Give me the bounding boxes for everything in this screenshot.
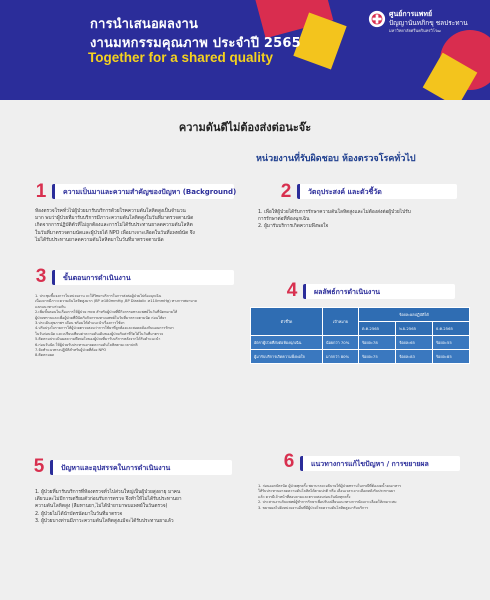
section-2-line: 2. ผู้มารับบริการเกิดความพึงพอใจ: [258, 224, 329, 230]
section-3-heading: ขั้นตอนการดำเนินงาน: [63, 274, 131, 282]
table-cell: มากกว่า 80%: [323, 350, 359, 364]
section-3-line: แลกแนวทางร่วมกัน: [35, 304, 66, 309]
table-cell: ร้อยละ75: [359, 350, 396, 364]
section-6-line: 2. ประสานงานกับแพทย์ผู้ทำการรักษาเพื่อปรับเปลี่ยนแนวทางการนัดเจาะเลือดให้เหมาะสม: [258, 500, 397, 505]
section-5-line: 2. ผู้ป่วยไม่ได้นำบัตรนัดมาในวันที่มาตรวจ: [35, 511, 123, 517]
poster-header: [0, 0, 490, 100]
section-5-heading: ปัญหาและอุปสรรคในการดำเนินงาน: [61, 464, 171, 472]
section-2-heading-bar: [297, 184, 457, 199]
header-title-line2: งานมหกรรมคุณภาพ ประจำปี 2565: [90, 36, 301, 51]
section-5-line: ความดันโลหิตสูง (ลืมทานยา,ไม่ได้นำยามาพบแพทย์ในวันตรวจ): [35, 504, 168, 510]
section-3-line: 5.ติดตามประเมินผลความพึงพอใจของผู้ป่วยที่มารับบริการหลังจากได้รับคำแนะนำ: [35, 337, 161, 342]
section-3-line: 7.จัดทำแนวทางปฏิบัติสำหรับผู้ป่วยที่ต้อง NPO: [35, 348, 107, 353]
org-name-line1: ศูนย์การแพทย์: [389, 10, 433, 18]
table-cell: ร้อยละ85: [433, 350, 470, 364]
section-6-heading: แนวทางการแก้ไขปัญหา / การขยายผล: [311, 460, 429, 468]
section-1-line: มาก พบว่าผู้ป่วยที่มารับบริการมีภาวะความดันโลหิตสูงในวันที่มาตรวจตามนัด: [35, 216, 194, 222]
section-3-line: 8.ติดตามผล: [35, 353, 55, 358]
table-header: เป้าหมาย: [323, 308, 359, 336]
section-4-number: 4: [286, 280, 298, 301]
section-2-body: [258, 209, 468, 231]
section-1-body: [35, 208, 245, 244]
section-3-line: เนื่องจากมีภาวะความดันโลหิตสูงมาก (BP ≥180mmHg ,BP Diastolic ≥110mmHg) ทางการพยาบาล: [35, 299, 198, 304]
section-2-line: การรักษาต่อที่ห้องฉุกเฉิน: [258, 217, 310, 223]
org-name-line2: ปัญญานันทภิกขุ ชลประทาน: [389, 19, 468, 27]
section-1-number: 1: [35, 181, 47, 202]
section-3-line: 6.ก่อนวันนัด ให้ผู้ป่วยรับประทานยาลดความดันโลหิตตามเวลาปกติ: [35, 342, 138, 347]
header-tagline: Together for a shared quality: [88, 50, 274, 65]
section-6-body: [258, 484, 468, 511]
org-name-line3: มหาวิทยาลัยศรีนครินทรวิโรฒ: [389, 28, 441, 33]
header-title-line1: การนำเสนอผลงาน: [90, 17, 199, 32]
section-5-line: 1. ผู้ป่วยที่มารับบริการที่ห้องตรวจทั่วไปส่วนใหญ่เป็นผู้ป่วยสูงอายุ มาคน: [35, 490, 181, 495]
table-cell: ผู้มารับบริการเกิดความพึงพอใจ: [251, 350, 323, 364]
poster-main-title: ความดันดีไม่ต้องส่งต่อนะจ๊ะ: [178, 121, 312, 134]
section-6-line: ให้รับประทานยาลดความดันโลหิตได้ตามปกติ หรือ เลื่อนเวลาเจาะเลือดหลังรับประทานยา: [258, 489, 396, 494]
section-1-heading: ความเป็นมาและความสำคัญของปัญหา (Background): [63, 188, 237, 196]
section-3-heading-bar: [52, 270, 234, 285]
section-3-line: 3.ประเมินสุขภาพฯ เดือน พร้อมให้คำแนะนำเรื่องการใช้ยา: [35, 321, 125, 326]
table-cell: ร้อยละ65: [396, 336, 433, 350]
section-1-heading-bar: [52, 184, 237, 199]
table-row: [251, 350, 470, 364]
section-5-heading-bar: [50, 460, 232, 475]
section-5-line: 3. ผู้ป่วยบางท่านมีภาวะความดันโลหิตสูงแม้จะได้รับประทานยาแล้ว: [35, 518, 174, 524]
section-3-body: [35, 294, 245, 359]
table-cell: น้อยกว่า 70%: [323, 336, 359, 350]
table-subheader: ต.ค.2565: [359, 322, 396, 336]
section-6-line: 1. ก่อนออกบัตรนัด ผู้ป่วยทุกครั้ง พยาบาลจะอธิบายให้ผู้ป่วยทราบในกรณีที่ต้องงดน้ำงดอาหาร: [258, 484, 402, 488]
table-cell: ร้อยละ83: [396, 350, 433, 364]
section-1-line: เกิดจากการปฏิบัติตัวที่ไม่ถูกต้องและการไม่ได้รับประทานยาลดความดันโลหิต: [35, 223, 193, 229]
hospital-logo-icon: [368, 10, 386, 28]
section-3-line: ในวันก่อนนัด และเปรียบเทียบค่าความดันเดิมของผู้ป่วยกับค่าที่วัดได้ในวันที่มาตรวจ: [35, 331, 164, 336]
section-5-number: 5: [33, 456, 45, 477]
table-header: ร้อยละผลปฏิบัติได้: [359, 308, 470, 322]
section-5-line: เดียวและไม่มีการเตรียมตัวก่อนรับการตรวจ จึงทำให้ไม่ได้รับประทานยา: [35, 497, 182, 503]
section-6-heading-bar: [300, 456, 460, 471]
responsible-department: หน่วยงานที่รับผิดชอบ ห้องตรวจโรคทั่วไป: [256, 154, 416, 164]
section-4-heading: ผลลัพธ์การดำเนินงาน: [314, 288, 381, 296]
results-table: [250, 307, 470, 364]
section-5-body: [35, 489, 245, 525]
section-6-line: 3. ขยายผลไปยังหน่วยงานอื่นที่มีผู้ป่วยโรคความดันโลหิตสูงมารับบริการ: [258, 505, 369, 510]
section-1-line: ไม่ได้รับประทานยาลดความดันโลหิตมาในวันที่มาตรวจตามนัด: [35, 237, 164, 243]
section-3-line: 4.ปรับปรุงใบรายการให้ผู้ป่วยตรวจสอบว่าการใช้ยาที่ถูกต้องและสอดคล้องกับแผนการรักษา: [35, 326, 174, 331]
section-2-line: 1. เพื่อให้ผู้ป่วยได้รับการรักษาความดันโลหิตสูงและไม่ต้องส่งต่อผู้ป่วยไปรับ: [258, 210, 411, 215]
table-subheader: ธ.ค.2565: [433, 322, 470, 336]
section-2-number: 2: [280, 181, 292, 202]
section-3-line: 1. ประชุมชี้แจงการในหน่วยงาน จะให้วิทยาบริการในการส่งต่อผู้ป่วยไปห้องฉุกเฉิน: [35, 294, 162, 298]
section-3-line: ผู้ป่วยทราบและเพื่อผู้ป่วยที่มีนัดกับกิจกรรมทางแพทย์ในวันที่มาตรวจตามนัด ก่อนให้ยา: [35, 315, 167, 320]
section-1-line: ในวันที่มาตรวจตามนัดและผู้ป่วยได้ NPO เพื่อมาเจาะเลือดในวันที่แพทย์นัด จึง: [35, 230, 195, 236]
table-row: [251, 336, 470, 350]
section-3-line: 2.เพิ่มขั้นตอนในเรื่องการให้ผู้ป่วย mca สำหรับผู้ป่วยที่มีกิจกรรมทางแพทย์ในวันที่นัดหมายให้: [35, 310, 178, 315]
section-1-line: ห้องตรวจโรคทั่วไปผู้ป่วยมารับบริการด้วยโรคความดันโลหิตสูงเป็นจำนวน: [35, 209, 186, 214]
section-3-number: 3: [35, 266, 47, 287]
section-4-heading-bar: [303, 284, 455, 299]
section-6-line: แล้ว ควรมีเจ้าหน้าที่สอบถามและตรวจสอบก่อนวันนัดทุกครั้ง: [258, 494, 351, 499]
section-6-number: 6: [283, 451, 295, 472]
table-cell: อัตราผู้ป่วยที่ส่งต่อห้องฉุกเฉิน: [251, 336, 323, 350]
table-cell: ร้อยละ78: [359, 336, 396, 350]
table-cell: ร้อยละ55: [433, 336, 470, 350]
table-subheader: พ.ย.2565: [396, 322, 433, 336]
table-header: ตัวชี้วัด: [251, 308, 323, 336]
section-2-heading: วัตถุประสงค์ และตัวชี้วัด: [308, 188, 382, 196]
